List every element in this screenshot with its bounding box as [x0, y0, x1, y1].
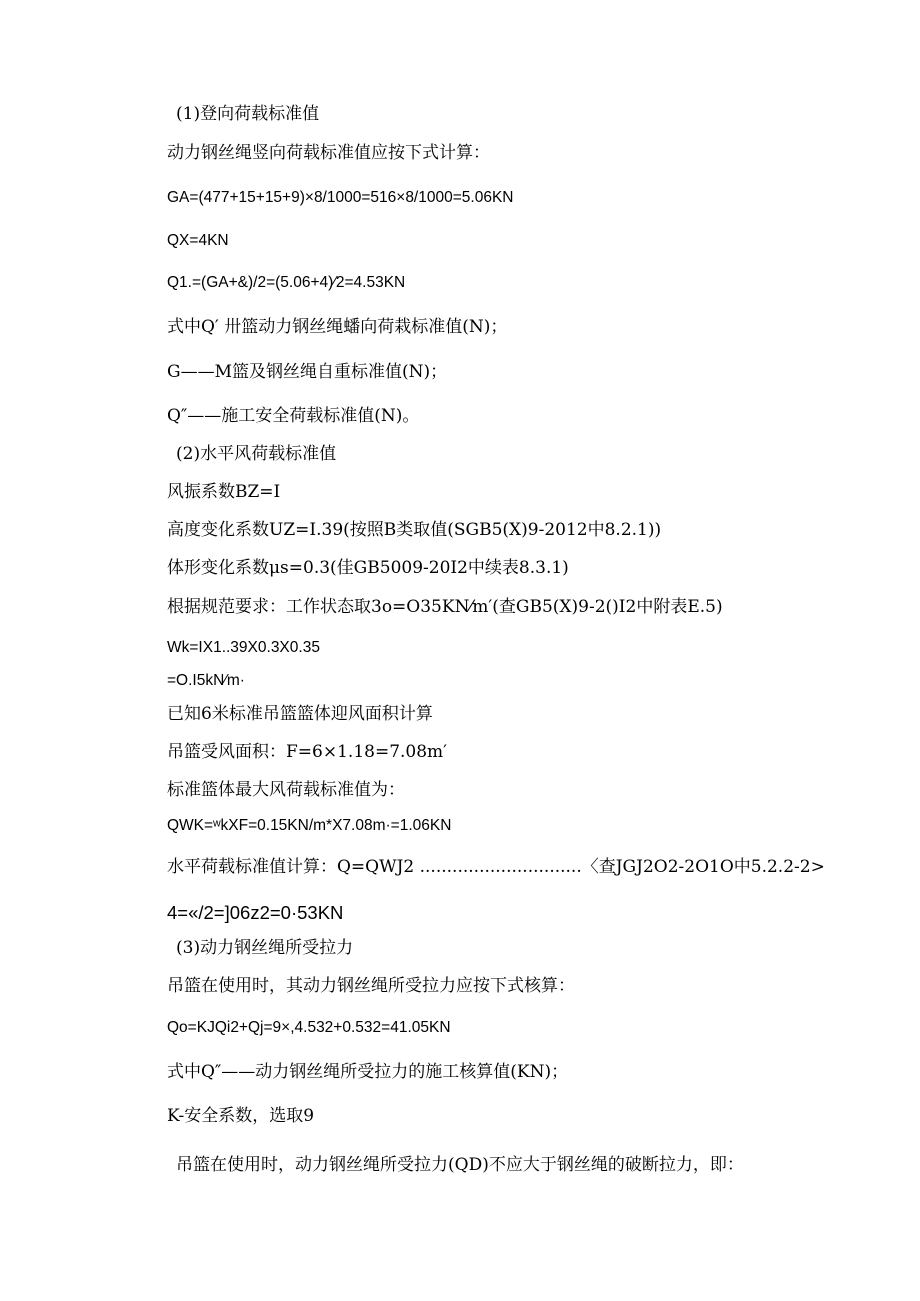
paragraph-line: 吊篮受风面积：F=6×1.18=7.08m′ [167, 742, 448, 762]
formula-line: QWK=ʷkXF=0.15KN/m*X7.08m·=1.06KN [167, 817, 452, 834]
paragraph-line: 吊篮在使用时，其动力钢丝绳所受拉力应按下式核算： [167, 976, 575, 996]
formula-line: Wk=IX1..39X0.3X0.35 [167, 639, 320, 656]
formula-line: =O.I5kN⁄m· [167, 672, 245, 689]
section-heading-vertical-load: (1)登向荷载标准值 [176, 104, 320, 124]
formula-line: 4=«/2=]06z2=0·53KN [167, 902, 344, 923]
section-heading-wind-load: (2)水平风荷载标准值 [176, 444, 337, 464]
paragraph-line: 根据规范要求：工作状态取3o=O35KN⁄m′(查GB5(X)9-2()I2中附表E.5) [167, 597, 723, 617]
paragraph-line: G——M篮及钢丝绳自重标准值(N)； [167, 362, 448, 382]
paragraph-line: 水平荷载标准值计算：Q=QWJ2 ..............................〈查JGJ2O2-2O1O中5.2.2-2> [167, 857, 825, 877]
paragraph-line: 式中Q′ 卅篮动力钢丝绳蟠向荷栽标准值(N)； [167, 317, 508, 337]
formula-line: Q1.=(GA+&)/2=(5.06+4)⁄2=4.53KN [167, 274, 406, 291]
paragraph-line: 风振系数BZ=I [167, 482, 281, 502]
paragraph-line: 吊篮在使用时，动力钢丝绳所受拉力(QD)不应大于钢丝绳的破断拉力，即： [176, 1155, 744, 1175]
paragraph-line: 体形变化系数μs=0.3(佳GB5009-20I2中续表8.3.1) [167, 558, 569, 578]
section-heading-rope-tension: (3)动力钢丝绳所受拉力 [176, 938, 354, 958]
paragraph-line: 动力钢丝绳竖向荷载标准值应按下式计算： [167, 143, 490, 163]
formula-line: QX=4KN [167, 232, 229, 249]
paragraph-line: 已知6米标准吊篮篮体迎风面积计算 [167, 704, 433, 724]
paragraph-line: K-安全系数，选取9 [167, 1106, 315, 1126]
formula-line: GA=(477+15+15+9)×8/1000=516×8/1000=5.06KN [167, 189, 514, 206]
paragraph-line: 式中Q″——动力钢丝绳所受拉力的施工核算值(KN)； [167, 1062, 569, 1082]
formula-line: Qo=KJQi2+Qj=9×,4.532+0.532=41.05KN [167, 1019, 451, 1036]
paragraph-line: Q″——施工安全荷载标准值(N)。 [167, 406, 420, 426]
paragraph-line: 高度变化系数UZ=I.39(按照B类取值(SGB5(X)9-2012中8.2.1)) [167, 520, 662, 540]
paragraph-line: 标准篮体最大风荷载标准值为： [167, 780, 405, 800]
